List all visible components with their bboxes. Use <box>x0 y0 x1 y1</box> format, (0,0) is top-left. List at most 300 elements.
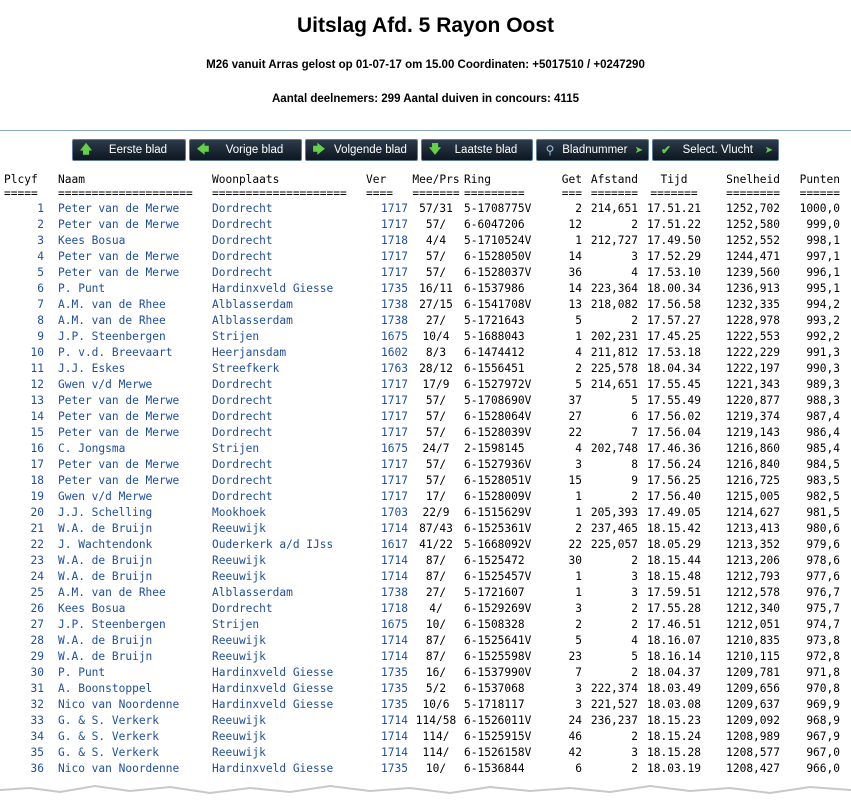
ring-cell: 6-1525472 <box>464 553 525 567</box>
ring-cell: 5-1721607 <box>464 585 525 599</box>
time-cell: 17.51.21 <box>647 201 701 215</box>
entered-cell: 8/3 <box>425 345 447 359</box>
ring-cell: 5-1718117 <box>464 697 525 711</box>
time-cell: 18.15.44 <box>647 553 701 567</box>
marked-cell: 27 <box>568 409 582 423</box>
torn-edge <box>0 768 851 812</box>
marked-cell: 12 <box>568 217 582 231</box>
place-cell[interactable]: 10 <box>30 345 44 359</box>
table-row <box>4 392 840 408</box>
name-cell: P. v.d. Breevaart <box>58 345 173 359</box>
time-cell: 17.56.40 <box>647 489 701 503</box>
points-cell: 971,8 <box>806 665 840 679</box>
underline: ==== <box>366 186 393 200</box>
column-header: Ring <box>464 173 491 186</box>
points-cell: 967,0 <box>806 745 840 759</box>
arrow-right-icon: 🡆 <box>312 141 326 156</box>
ring-cell: 6-1515629V <box>464 505 532 519</box>
speed-cell: 1228,978 <box>726 313 780 327</box>
ring-cell: 2-1598145 <box>464 441 525 455</box>
marked-cell: 4 <box>575 441 582 455</box>
ring-cell: 5-1708690V <box>464 393 532 407</box>
entered-cell: 57/ <box>425 265 447 279</box>
town-cell[interactable]: Dordrecht <box>212 377 273 391</box>
time-cell: 18.15.23 <box>647 713 701 727</box>
underline: ==================== <box>58 186 193 200</box>
points-cell: 991,3 <box>806 345 840 359</box>
time-cell: 18.03.08 <box>647 697 701 711</box>
club-cell[interactable]: 1714 <box>381 569 408 583</box>
distance-cell: 236,237 <box>590 713 638 727</box>
ring-cell: 5-1710524V <box>464 233 532 247</box>
table-row <box>4 328 840 344</box>
town-cell[interactable]: Dordrecht <box>212 601 273 615</box>
entered-cell: 27/15 <box>419 297 453 311</box>
table-row <box>4 344 840 360</box>
points-cell: 994,2 <box>806 297 840 311</box>
place-cell[interactable]: 7 <box>37 297 44 311</box>
table-row <box>4 248 840 264</box>
place-cell[interactable]: 28 <box>30 633 44 647</box>
points-cell: 997,1 <box>806 249 840 263</box>
club-cell[interactable]: 1735 <box>381 761 408 775</box>
time-cell: 18.15.24 <box>647 729 701 743</box>
name-cell: J.P. Steenbergen <box>58 617 166 631</box>
town-cell[interactable]: Hardinxveld Giesse <box>212 665 334 679</box>
town-cell[interactable]: Hardinxveld Giesse <box>212 761 334 775</box>
table-row <box>4 584 840 600</box>
club-cell[interactable]: 1617 <box>381 537 408 551</box>
distance-cell: 225,057 <box>590 537 638 551</box>
club-cell[interactable]: 1714 <box>381 553 408 567</box>
marked-cell: 5 <box>575 313 582 327</box>
table-row <box>4 472 840 488</box>
entered-cell: 114/58 <box>415 713 457 727</box>
marked-cell: 2 <box>575 201 582 215</box>
town-cell[interactable]: Dordrecht <box>212 217 273 231</box>
marked-cell: 1 <box>575 329 582 343</box>
speed-cell: 1208,989 <box>726 729 780 743</box>
select-flight-button[interactable]: ✔ Select. Vlucht ➤ <box>652 139 779 161</box>
place-cell[interactable]: 35 <box>30 745 44 759</box>
ring-cell: 6-1526158V <box>464 745 532 759</box>
points-cell: 978,6 <box>806 553 840 567</box>
time-cell: 17.55.45 <box>647 377 701 391</box>
distance-cell: 225,578 <box>590 361 638 375</box>
place-cell[interactable]: 25 <box>30 585 44 599</box>
speed-cell: 1210,115 <box>726 649 780 663</box>
distance-cell: 2 <box>631 617 638 631</box>
place-cell[interactable]: 17 <box>30 457 44 471</box>
time-cell: 17.55.49 <box>647 393 701 407</box>
entered-cell: 87/ <box>425 553 447 567</box>
table-row <box>4 600 840 616</box>
marked-cell: 22 <box>568 537 582 551</box>
club-cell[interactable]: 1718 <box>381 233 408 247</box>
table-row <box>4 440 840 456</box>
time-cell: 17.46.36 <box>647 441 701 455</box>
town-cell[interactable]: Dordrecht <box>212 409 273 423</box>
speed-cell: 1222,229 <box>726 345 780 359</box>
time-cell: 17.49.05 <box>647 505 701 519</box>
town-cell[interactable]: Reeuwijk <box>212 713 266 727</box>
distance-cell: 2 <box>631 601 638 615</box>
name-cell: Kees Bosua <box>58 233 126 247</box>
club-cell[interactable]: 1675 <box>381 617 408 631</box>
entered-cell: 16/ <box>425 665 447 679</box>
table-row <box>4 568 840 584</box>
time-cell: 17.55.28 <box>647 601 701 615</box>
first-page-button[interactable]: 🡅 Eerste blad <box>72 139 186 161</box>
place-cell[interactable]: 22 <box>30 537 44 551</box>
marked-cell: 3 <box>575 457 582 471</box>
time-cell: 17.51.22 <box>647 217 701 231</box>
place-cell[interactable]: 9 <box>37 329 44 343</box>
place-cell[interactable]: 3 <box>37 233 44 247</box>
entered-cell: 4/4 <box>425 233 447 247</box>
club-cell[interactable]: 1717 <box>381 457 408 471</box>
ring-cell: 6-1537990V <box>464 665 532 679</box>
club-cell[interactable]: 1738 <box>381 313 408 327</box>
club-cell[interactable]: 1714 <box>381 713 408 727</box>
club-cell[interactable]: 1735 <box>381 681 408 695</box>
town-cell[interactable]: Heerjansdam <box>212 345 287 359</box>
town-cell[interactable]: Dordrecht <box>212 425 273 439</box>
check-icon: ✔ <box>660 143 672 157</box>
speed-cell: 1213,206 <box>726 553 780 567</box>
time-cell: 17.45.25 <box>647 329 701 343</box>
ring-cell: 6-1556451 <box>464 361 525 375</box>
name-cell: G. & S. Verkerk <box>58 745 160 759</box>
table-row <box>4 312 840 328</box>
club-cell[interactable]: 1717 <box>381 473 408 487</box>
entered-cell: 24/7 <box>422 441 450 455</box>
table-row <box>4 216 840 232</box>
town-cell[interactable]: Dordrecht <box>212 393 273 407</box>
place-cell[interactable]: 24 <box>30 569 44 583</box>
place-cell[interactable]: 34 <box>30 729 44 743</box>
place-cell[interactable]: 26 <box>30 601 44 615</box>
points-cell: 1000,0 <box>799 201 840 215</box>
distance-cell: 3 <box>631 585 638 599</box>
points-cell: 974,7 <box>806 617 840 631</box>
place-cell[interactable]: 23 <box>30 553 44 567</box>
club-cell[interactable]: 1717 <box>381 217 408 231</box>
time-cell: 18.05.29 <box>647 537 701 551</box>
club-cell[interactable]: 1738 <box>381 297 408 311</box>
ring-cell: 6-1528051V <box>464 473 532 487</box>
speed-cell: 1222,197 <box>726 361 780 375</box>
page-title: Uitslag Afd. 5 Rayon Oost <box>296 14 555 37</box>
column-header: Get <box>561 173 582 186</box>
name-cell: W.A. de Bruijn <box>58 521 153 535</box>
club-cell[interactable]: 1738 <box>381 585 408 599</box>
club-cell[interactable]: 1717 <box>381 377 408 391</box>
page-number-button[interactable]: ⚲ Bladnummer ➤ <box>536 139 649 161</box>
place-cell[interactable]: 14 <box>30 409 44 423</box>
time-cell: 17.53.18 <box>647 345 701 359</box>
town-cell[interactable]: Dordrecht <box>212 473 273 487</box>
distance-cell: 205,393 <box>590 505 638 519</box>
entered-cell: 57/ <box>425 409 447 423</box>
place-cell[interactable]: 20 <box>30 505 44 519</box>
name-cell: Nico van Noordenne <box>58 761 180 775</box>
last-page-button[interactable]: 🡇 Laatste blad <box>421 139 533 161</box>
points-cell: 989,3 <box>806 377 840 391</box>
speed-cell: 1222,553 <box>726 329 780 343</box>
town-cell[interactable]: Dordrecht <box>212 249 273 263</box>
town-cell[interactable]: Strijen <box>212 617 260 631</box>
name-cell: Peter van de Merwe <box>58 201 180 215</box>
place-cell[interactable]: 27 <box>30 617 44 631</box>
entered-cell: 57/ <box>425 249 447 263</box>
next-page-button[interactable]: 🡆 Volgende blad <box>305 139 418 161</box>
entered-cell: 57/ <box>425 473 447 487</box>
points-cell: 980,6 <box>806 521 840 535</box>
marked-cell: 5 <box>575 633 582 647</box>
name-cell: J. Wachtendonk <box>58 537 153 551</box>
place-cell[interactable]: 15 <box>30 425 44 439</box>
points-cell: 990,3 <box>806 361 840 375</box>
club-cell[interactable]: 1714 <box>381 633 408 647</box>
town-cell[interactable]: Dordrecht <box>212 233 273 247</box>
place-cell[interactable]: 33 <box>30 713 44 727</box>
name-cell: W.A. de Bruijn <box>58 633 153 647</box>
place-cell[interactable]: 18 <box>30 473 44 487</box>
place-cell[interactable]: 6 <box>37 281 44 295</box>
club-cell[interactable]: 1735 <box>381 281 408 295</box>
town-cell[interactable]: Strijen <box>212 441 260 455</box>
town-cell[interactable]: Reeuwijk <box>212 649 266 663</box>
town-cell[interactable]: Reeuwijk <box>212 553 266 567</box>
marked-cell: 13 <box>568 297 582 311</box>
distance-cell: 202,748 <box>590 441 638 455</box>
column-header: Woonplaats <box>212 173 280 186</box>
marked-cell: 24 <box>568 713 582 727</box>
table-row <box>4 408 840 424</box>
participants-info: Aantal deelnemers: 299 Aantal duiven in concours: 4115 <box>272 93 579 105</box>
distance-cell: 2 <box>631 665 638 679</box>
town-cell[interactable]: Streefkerk <box>212 361 280 375</box>
place-cell[interactable]: 32 <box>30 697 44 711</box>
ring-cell: 6-1528064V <box>464 409 532 423</box>
distance-cell: 223,364 <box>590 281 638 295</box>
marked-cell: 36 <box>568 265 582 279</box>
place-cell[interactable]: 8 <box>37 313 44 327</box>
previous-page-button[interactable]: 🡄 Vorige blad <box>189 139 302 161</box>
ring-cell: 6-1525457V <box>464 569 532 583</box>
column-header: Naam <box>58 173 85 186</box>
speed-cell: 1212,793 <box>726 569 780 583</box>
marked-cell: 7 <box>575 665 582 679</box>
table-row <box>4 264 840 280</box>
club-cell[interactable]: 1717 <box>381 265 408 279</box>
club-cell[interactable]: 1675 <box>381 441 408 455</box>
club-cell[interactable]: 1714 <box>381 745 408 759</box>
town-cell[interactable]: Reeuwijk <box>212 729 266 743</box>
entered-cell: 87/ <box>425 633 447 647</box>
place-cell[interactable]: 2 <box>37 217 44 231</box>
place-cell[interactable]: 19 <box>30 489 44 503</box>
points-cell: 979,6 <box>806 537 840 551</box>
name-cell: Nico van Noordenne <box>58 697 180 711</box>
arrow-left-icon: 🡄 <box>196 141 210 156</box>
distance-cell: 212,727 <box>590 233 638 247</box>
column-header: Snelheid <box>726 173 780 186</box>
town-cell[interactable]: Dordrecht <box>212 265 273 279</box>
ring-cell: 5-1668092V <box>464 537 532 551</box>
club-cell[interactable]: 1717 <box>381 393 408 407</box>
place-cell[interactable]: 36 <box>30 761 44 775</box>
entered-cell: 27/ <box>425 585 447 599</box>
place-cell[interactable]: 31 <box>30 681 44 695</box>
town-cell[interactable]: Strijen <box>212 329 260 343</box>
entered-cell: 57/31 <box>419 201 453 215</box>
entered-cell: 57/ <box>425 425 447 439</box>
speed-cell: 1213,413 <box>726 521 780 535</box>
entered-cell: 17/9 <box>422 377 450 391</box>
entered-cell: 114/ <box>422 729 450 743</box>
ring-cell: 6-1525915V <box>464 729 532 743</box>
table-row <box>4 488 840 504</box>
table-row <box>4 360 840 376</box>
time-cell: 18.00.34 <box>647 281 701 295</box>
time-cell: 17.56.04 <box>647 425 701 439</box>
town-cell[interactable]: Alblasserdam <box>212 585 293 599</box>
ring-cell: 5-1708775V <box>464 201 532 215</box>
place-cell[interactable]: 5 <box>37 265 44 279</box>
marked-cell: 3 <box>575 681 582 695</box>
club-cell[interactable]: 1602 <box>381 345 408 359</box>
club-cell[interactable]: 1718 <box>381 601 408 615</box>
marked-cell: 14 <box>568 249 582 263</box>
distance-cell: 2 <box>631 553 638 567</box>
club-cell[interactable]: 1714 <box>381 649 408 663</box>
club-cell[interactable]: 1735 <box>381 665 408 679</box>
marked-cell: 2 <box>575 617 582 631</box>
time-cell: 17.56.24 <box>647 457 701 471</box>
club-cell[interactable]: 1717 <box>381 425 408 439</box>
name-cell: Peter van de Merwe <box>58 249 180 263</box>
town-cell[interactable]: Hardinxveld Giesse <box>212 697 334 711</box>
time-cell: 17.46.51 <box>647 617 701 631</box>
column-header: Punten <box>799 173 840 186</box>
speed-cell: 1212,340 <box>726 601 780 615</box>
town-cell[interactable]: Alblasserdam <box>212 313 293 327</box>
place-cell[interactable]: 11 <box>30 361 44 375</box>
town-cell[interactable]: Hardinxveld Giesse <box>212 681 334 695</box>
time-cell: 17.52.29 <box>647 249 701 263</box>
town-cell[interactable]: Mookhoek <box>212 505 266 519</box>
club-cell[interactable]: 1717 <box>381 409 408 423</box>
underline: ======= <box>650 186 698 200</box>
time-cell: 17.57.27 <box>647 313 701 327</box>
entered-cell: 10/ <box>425 761 447 775</box>
place-cell[interactable]: 21 <box>30 521 44 535</box>
distance-cell: 5 <box>631 393 638 407</box>
time-cell: 17.49.50 <box>647 233 701 247</box>
name-cell: J.P. Steenbergen <box>58 329 166 343</box>
underline: ========= <box>464 186 525 200</box>
place-cell[interactable]: 13 <box>30 393 44 407</box>
entered-cell: 16/11 <box>419 281 453 295</box>
marked-cell: 3 <box>575 697 582 711</box>
points-cell: 973,8 <box>806 633 840 647</box>
place-cell[interactable]: 29 <box>30 649 44 663</box>
town-cell[interactable]: Reeuwijk <box>212 745 266 759</box>
place-cell[interactable]: 1 <box>37 201 44 215</box>
distance-cell: 2 <box>631 313 638 327</box>
column-header: Afstand <box>590 173 638 186</box>
table-row <box>4 680 840 696</box>
club-cell[interactable]: 1717 <box>381 249 408 263</box>
club-cell[interactable]: 1717 <box>381 489 408 503</box>
marked-cell: 4 <box>575 345 582 359</box>
points-cell: 981,5 <box>806 505 840 519</box>
marked-cell: 15 <box>568 473 582 487</box>
points-cell: 986,4 <box>806 425 840 439</box>
points-cell: 976,7 <box>806 585 840 599</box>
place-cell[interactable]: 16 <box>30 441 44 455</box>
town-cell[interactable]: Reeuwijk <box>212 521 266 535</box>
time-cell: 17.56.58 <box>647 297 701 311</box>
points-cell: 969,9 <box>806 697 840 711</box>
town-cell[interactable]: Ouderkerk a/d IJss <box>212 537 334 551</box>
speed-cell: 1215,005 <box>726 489 780 503</box>
name-cell: W.A. de Bruijn <box>58 553 153 567</box>
ring-cell: 6-1528050V <box>464 249 532 263</box>
town-cell[interactable]: Dordrecht <box>212 457 273 471</box>
place-cell[interactable]: 30 <box>30 665 44 679</box>
entered-cell: 10/4 <box>422 329 450 343</box>
column-header: Ver <box>366 173 387 186</box>
distance-cell: 3 <box>631 745 638 759</box>
town-cell[interactable]: Reeuwijk <box>212 569 266 583</box>
club-cell[interactable]: 1763 <box>381 361 408 375</box>
club-cell[interactable]: 1714 <box>381 729 408 743</box>
ring-cell: 6-1525598V <box>464 649 532 663</box>
distance-cell: 214,651 <box>590 377 638 391</box>
speed-cell: 1216,860 <box>726 441 780 455</box>
town-cell[interactable]: Reeuwijk <box>212 633 266 647</box>
name-cell: Peter van de Merwe <box>58 265 180 279</box>
town-cell[interactable]: Dordrecht <box>212 489 273 503</box>
name-cell: Peter van de Merwe <box>58 393 180 407</box>
name-cell: Peter van de Merwe <box>58 425 180 439</box>
marked-cell: 46 <box>568 729 582 743</box>
distance-cell: 214,651 <box>590 201 638 215</box>
club-cell[interactable]: 1717 <box>381 201 408 215</box>
points-cell: 972,8 <box>806 649 840 663</box>
points-cell: 967,9 <box>806 729 840 743</box>
town-cell[interactable]: Dordrecht <box>212 201 273 215</box>
ring-cell: 6-1527972V <box>464 377 532 391</box>
club-cell[interactable]: 1714 <box>381 521 408 535</box>
club-cell[interactable]: 1735 <box>381 697 408 711</box>
town-cell[interactable]: Hardinxveld Giesse <box>212 281 334 295</box>
table-row <box>4 232 840 248</box>
entered-cell: 28/12 <box>419 361 453 375</box>
club-cell[interactable]: 1703 <box>381 505 408 519</box>
place-cell[interactable]: 12 <box>30 377 44 391</box>
place-cell[interactable]: 4 <box>37 249 44 263</box>
table-row <box>4 616 840 632</box>
town-cell[interactable]: Alblasserdam <box>212 297 293 311</box>
name-cell: J.J. Eskes <box>58 361 126 375</box>
club-cell[interactable]: 1675 <box>381 329 408 343</box>
entered-cell: 17/ <box>425 489 447 503</box>
table-row <box>4 536 840 552</box>
